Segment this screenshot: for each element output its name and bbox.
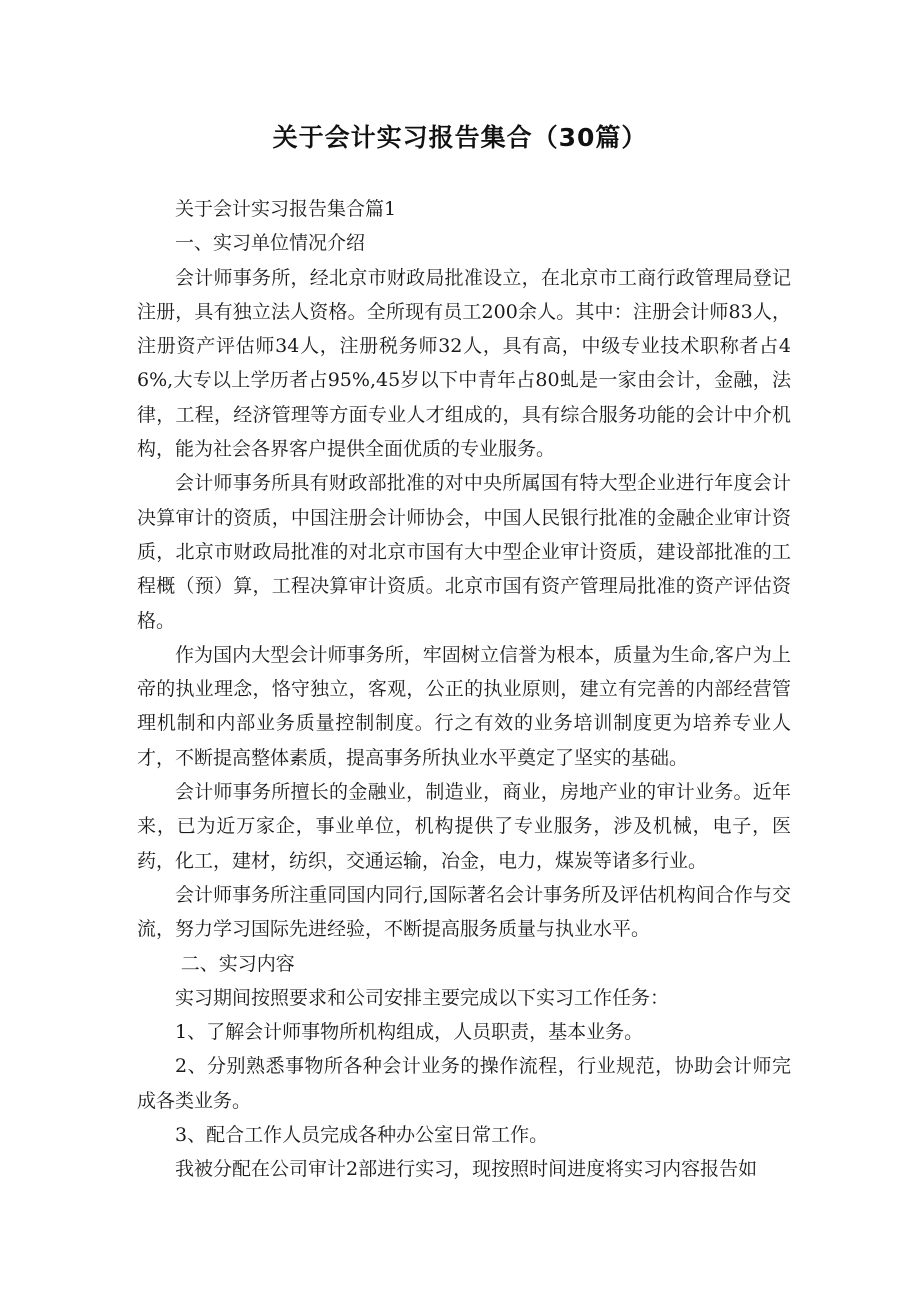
list-item: 2、分别熟悉事物所各种会计业务的操作流程，行业规范，协助会计师完成各类业务。: [137, 1055, 791, 1112]
body-paragraph: 实习期间按照要求和公司安排主要完成以下实习工作任务：: [175, 986, 670, 1009]
section-subtitle: 关于会计实习报告集合篇1: [175, 198, 397, 220]
section-heading: 二、实习内容: [180, 952, 295, 975]
list-item: 3、配合工作人员完成各种办公室日常工作。: [175, 1124, 549, 1147]
body-paragraph: 会计师事务所，经北京市财政局批准设立，在北京市工商行政管理局登记注册，具有独立法人资格。全所现有员工200余人。其中：注册会计师83人，注册资产评估师34人，注册税务师32人，具有高，中级专业技术职称者占46%,大专以上学历者占95%,45岁以下中青年占80虬是一家由会计，金融，法律，工程，经济管理等方面专业人才组成的，具有综合服务功能的会计中介机构，能为社会各界客户提供全面优质的专业服务。: [137, 266, 791, 461]
body-paragraph: 会计师事务所具有财政部批准的对中央所属国有特大型企业进行年度会计决算审计的资质，中国注册会计师协会，中国人民银行批准的金融企业审计资质，北京市财政局批准的对北京市国有大中型企业审计资质，建设部批准的工程概（预）算，工程决算审计资质。北京市国有资产管理局批准的资产评估资格。: [137, 472, 791, 632]
document-body: [137, 192, 791, 1187]
body-paragraph: 会计师事务所擅长的金融业，制造业，商业，房地产业的审计业务。近年来，已为近万家企，事业单位，机构提供了专业服务，涉及机械，电子，医药，化工，建材，纺织，交通运输，冶金，电力，煤炭等诸多行业。: [137, 781, 791, 872]
list-item: 1、了解会计师事物所机构组成，人员职责，基本业务。: [175, 1021, 644, 1044]
body-paragraph: 我被分配在公司审计2部进行实习，现按照时间进度将实习内容报告如: [175, 1158, 758, 1181]
section-heading: 一、实习单位情况介绍: [175, 232, 366, 255]
body-paragraph: 作为国内大型会计师事务所，牢固树立信誉为根本，质量为生命,客户为上帝的执业理念，恪守独立，客观，公正的执业原则，建立有完善的内部经营管理机制和内部业务质量控制制度。行之有效的业务培训制度更为培养专业人才，不断提高整体素质，提高事务所执业水平奠定了坚实的基础。: [137, 643, 791, 769]
document-title: 关于会计实习报告集合（30篇）: [272, 123, 648, 152]
body-paragraph: 会计师事务所注重同国内同行,国际著名会计事务所及评估机构间合作与交流，努力学习国际先进经验，不断提高服务质量与执业水平。: [137, 883, 791, 941]
